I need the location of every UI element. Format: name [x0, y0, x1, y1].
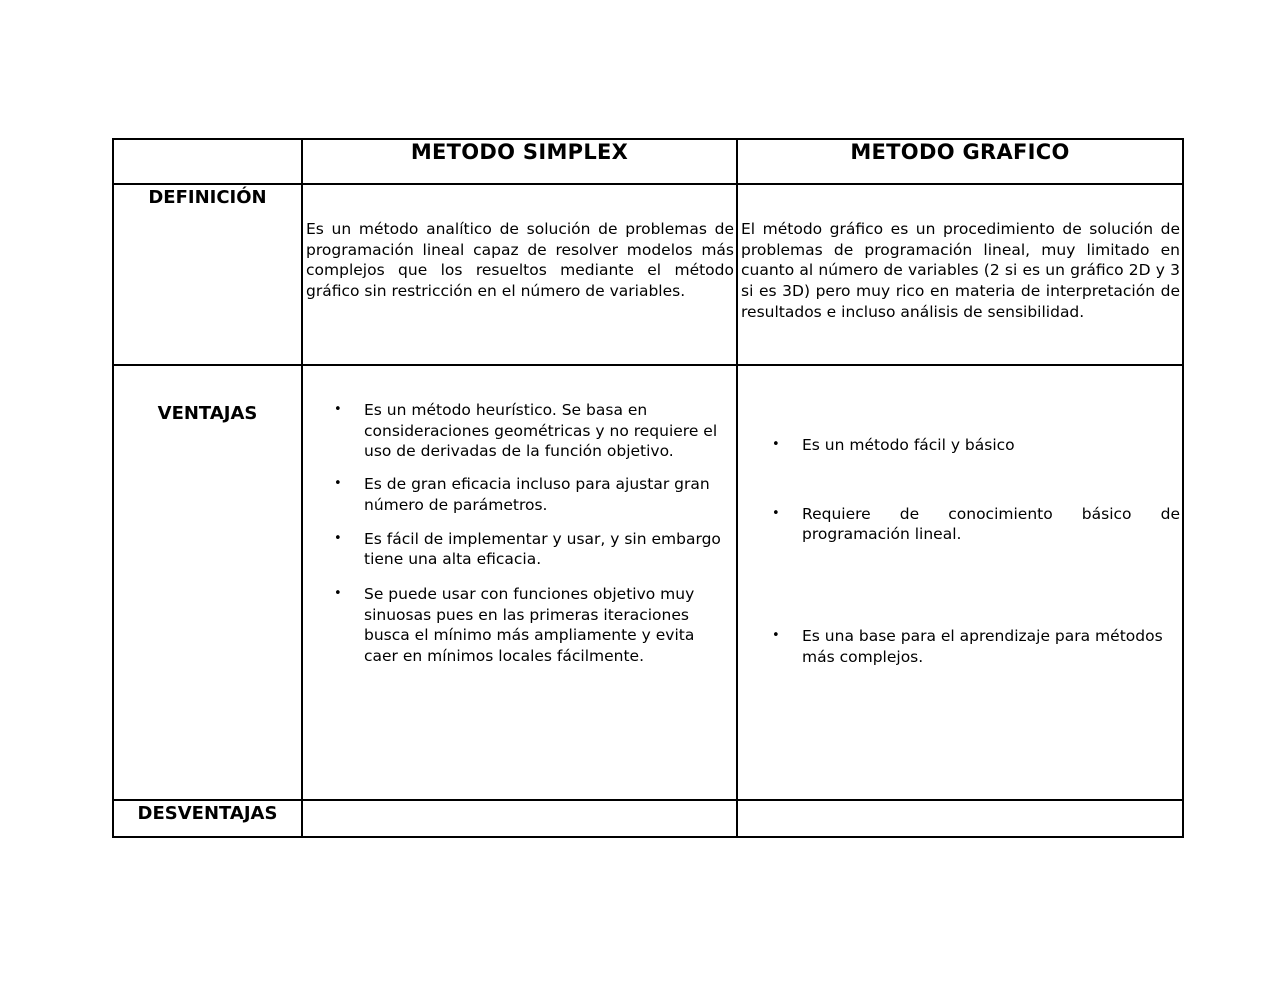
table-border-left	[112, 138, 114, 838]
list-item	[334, 400, 726, 462]
definicion-simplex-text: Es un método analítico de solución de problemas de programación lineal capaz de resolver modelos más complejos que los resueltos mediante el método gráfico sin restricción en el número de variables.	[306, 220, 734, 301]
list-item	[772, 626, 1180, 667]
table-border-bottom	[112, 836, 1184, 838]
row-label-desventajas: DESVENTAJAS	[137, 803, 278, 824]
list-item	[334, 529, 726, 570]
ventajas-grafico-item-1: Es un método fácil y básico	[802, 436, 1015, 454]
bullet-icon: •	[334, 476, 342, 492]
ventajas-simplex-list	[334, 400, 726, 667]
table-divider-col2	[736, 138, 738, 838]
list-item	[334, 584, 726, 667]
column-header-grafico: METODO GRAFICO	[850, 140, 1070, 164]
ventajas-grafico-item-2: Requiere de conocimiento básico de programación lineal.	[802, 504, 1180, 544]
bullet-icon: •	[334, 530, 342, 546]
list-item	[334, 474, 726, 515]
bullet-icon: •	[334, 402, 342, 417]
desventajas-grafico-cell	[738, 801, 1182, 836]
row-label-definicion: DEFINICIÓN	[148, 187, 267, 208]
ventajas-grafico-item-3: Es una base para el aprendizaje para métodos más complejos.	[802, 627, 1163, 666]
bullet-icon: •	[772, 505, 780, 521]
desventajas-simplex-cell	[303, 801, 736, 836]
ventajas-simplex-item-3: Es fácil de implementar y usar, y sin embargo tiene una alta eficacia.	[364, 529, 721, 569]
list-item	[772, 504, 1180, 545]
table-divider-col1	[301, 138, 303, 838]
table-border-right	[1182, 138, 1184, 838]
bullet-icon: •	[772, 628, 780, 644]
ventajas-grafico-list	[772, 435, 1180, 668]
definicion-grafico-text: El método gráfico es un procedimiento de solución de problemas de programación lineal, muy limitado en cuanto al número de variables (2 si es un gráfico 2D y 3 si es 3D) pero muy rico en materia de interpretación de resultados e incluso análisis de sensibilidad.	[741, 220, 1180, 321]
list-item	[772, 435, 1180, 456]
row-label-ventajas: VENTAJAS	[157, 403, 258, 424]
ventajas-simplex-item-2: Es de gran eficacia incluso para ajustar gran número de parámetros.	[364, 475, 710, 514]
column-header-simplex: METODO SIMPLEX	[410, 140, 629, 164]
ventajas-simplex-item-1: Es un método heurístico. Se basa en consideraciones geométricas y no requiere el uso de derivadas de la función objetivo.	[364, 401, 718, 461]
table-divider-header	[112, 183, 1184, 185]
ventajas-simplex-item-4: Se puede usar con funciones objetivo muy sinuosas pues en las primeras iteraciones busca el mínimo más ampliamente y evita caer en mínimos locales fácilmente.	[364, 584, 695, 666]
table-divider-definicion	[112, 364, 1184, 366]
bullet-icon: •	[772, 437, 780, 452]
bullet-icon: •	[334, 585, 342, 601]
